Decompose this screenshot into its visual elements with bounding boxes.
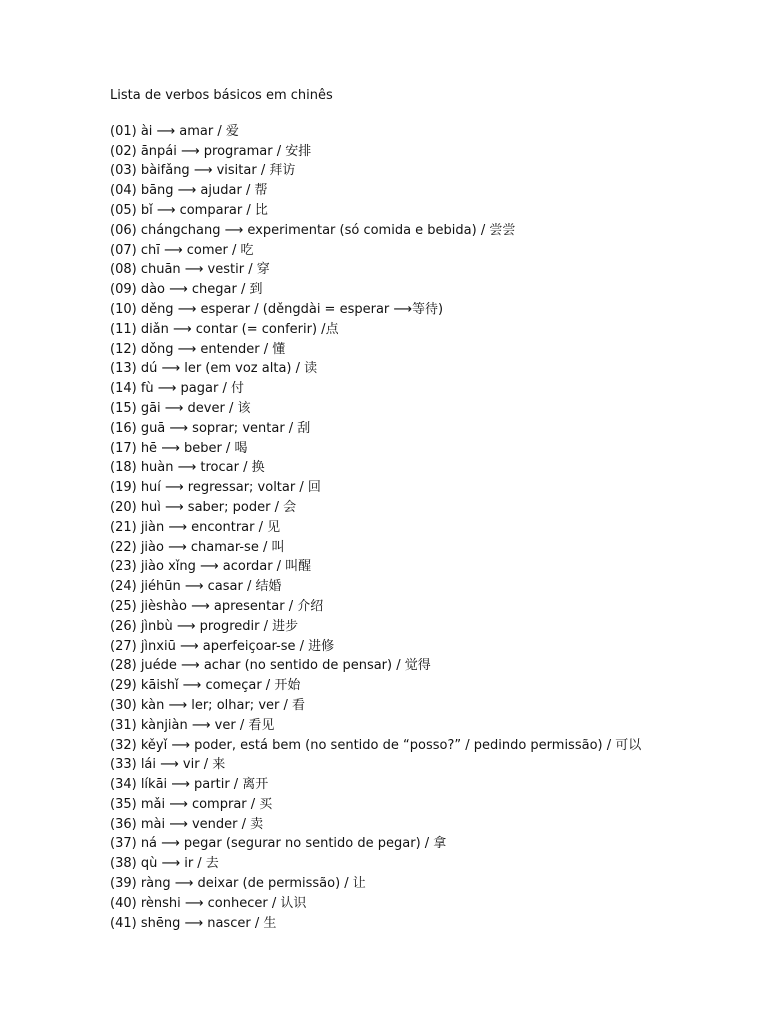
verb-entry-32: (32) kěyǐ ⟶ poder, está bem (no sentido de “posso?” / pedindo permissão) / 可以: [110, 737, 642, 753]
verb-entry-08: (08) chuān ⟶ vestir / 穿: [110, 262, 270, 278]
verb-entry-04: (04) bāng ⟶ ajudar / 帮: [110, 183, 268, 199]
verb-entry-11: (11) diǎn ⟶ contar (= conferir) /点: [110, 321, 339, 337]
verb-entry-07: (07) chī ⟶ comer / 吃: [110, 242, 254, 258]
verb-entry-18: (18) huàn ⟶ trocar / 换: [110, 460, 265, 476]
verb-entry-28: (28) juéde ⟶ achar (no sentido de pensar) / 觉得: [110, 658, 431, 674]
verb-entry-25: (25) jièshào ⟶ apresentar / 介绍: [110, 598, 324, 614]
verb-entry-15: (15) gāi ⟶ dever / 该: [110, 400, 251, 416]
verb-entry-27: (27) jìnxiū ⟶ aperfeiçoar-se / 进修: [110, 638, 335, 654]
verb-entry-24: (24) jiéhūn ⟶ casar / 结婚: [110, 579, 282, 595]
verb-entry-14: (14) fù ⟶ pagar / 付: [110, 381, 244, 397]
verb-entry-13: (13) dú ⟶ ler (em voz alta) / 读: [110, 361, 318, 377]
verb-entry-10: (10) děng ⟶ esperar / (děngdài = esperar ⟶等待): [110, 301, 444, 317]
verb-entry-29: (29) kāishǐ ⟶ começar / 开始: [110, 678, 301, 694]
verb-entry-01: (01) ài ⟶ amar / 爱: [110, 123, 239, 139]
verb-entry-23: (23) jiào xǐng ⟶ acordar / 叫醒: [110, 559, 312, 575]
verb-list: [110, 122, 750, 934]
verb-entry-16: (16) guā ⟶ soprar; ventar / 刮: [110, 420, 311, 436]
verb-entry-02: (02) ānpái ⟶ programar / 安排: [110, 143, 312, 159]
verb-entry-41: (41) shēng ⟶ nascer / 生: [110, 915, 277, 931]
verb-entry-34: (34) líkāi ⟶ partir / 离开: [110, 777, 269, 793]
verb-entry-40: (40) rènshi ⟶ conhecer / 认识: [110, 895, 307, 911]
verb-entry-19: (19) huí ⟶ regressar; voltar / 回: [110, 480, 321, 496]
verb-entry-05: (05) bǐ ⟶ comparar / 比: [110, 202, 268, 218]
verb-entry-38: (38) qù ⟶ ir / 去: [110, 856, 219, 872]
verb-entry-22: (22) jiào ⟶ chamar-se / 叫: [110, 539, 285, 555]
verb-entry-06: (06) chángchang ⟶ experimentar (só comida e bebida) / 尝尝: [110, 222, 516, 238]
verb-entry-12: (12) dǒng ⟶ entender / 懂: [110, 341, 286, 357]
verb-entry-03: (03) bàifǎng ⟶ visitar / 拜访: [110, 163, 296, 179]
verb-entry-36: (36) mài ⟶ vender / 卖: [110, 816, 264, 832]
verb-entry-33: (33) lái ⟶ vir / 来: [110, 757, 226, 773]
document-title: Lista de verbos básicos em chinês: [110, 88, 333, 103]
verb-entry-39: (39) ràng ⟶ deixar (de permissão) / 让: [110, 876, 366, 892]
verb-entry-21: (21) jiàn ⟶ encontrar / 见: [110, 519, 281, 535]
verb-entry-17: (17) hē ⟶ beber / 喝: [110, 440, 248, 456]
document-page: [110, 86, 750, 933]
verb-entry-35: (35) mǎi ⟶ comprar / 买: [110, 796, 273, 812]
verb-entry-09: (09) dào ⟶ chegar / 到: [110, 282, 263, 298]
verb-entry-37: (37) ná ⟶ pegar (segurar no sentido de pegar) / 拿: [110, 836, 447, 852]
verb-entry-30: (30) kàn ⟶ ler; olhar; ver / 看: [110, 697, 306, 713]
verb-entry-31: (31) kànjiàn ⟶ ver / 看见: [110, 717, 275, 733]
verb-entry-26: (26) jìnbù ⟶ progredir / 进步: [110, 618, 299, 634]
verb-entry-20: (20) huì ⟶ saber; poder / 会: [110, 499, 297, 515]
